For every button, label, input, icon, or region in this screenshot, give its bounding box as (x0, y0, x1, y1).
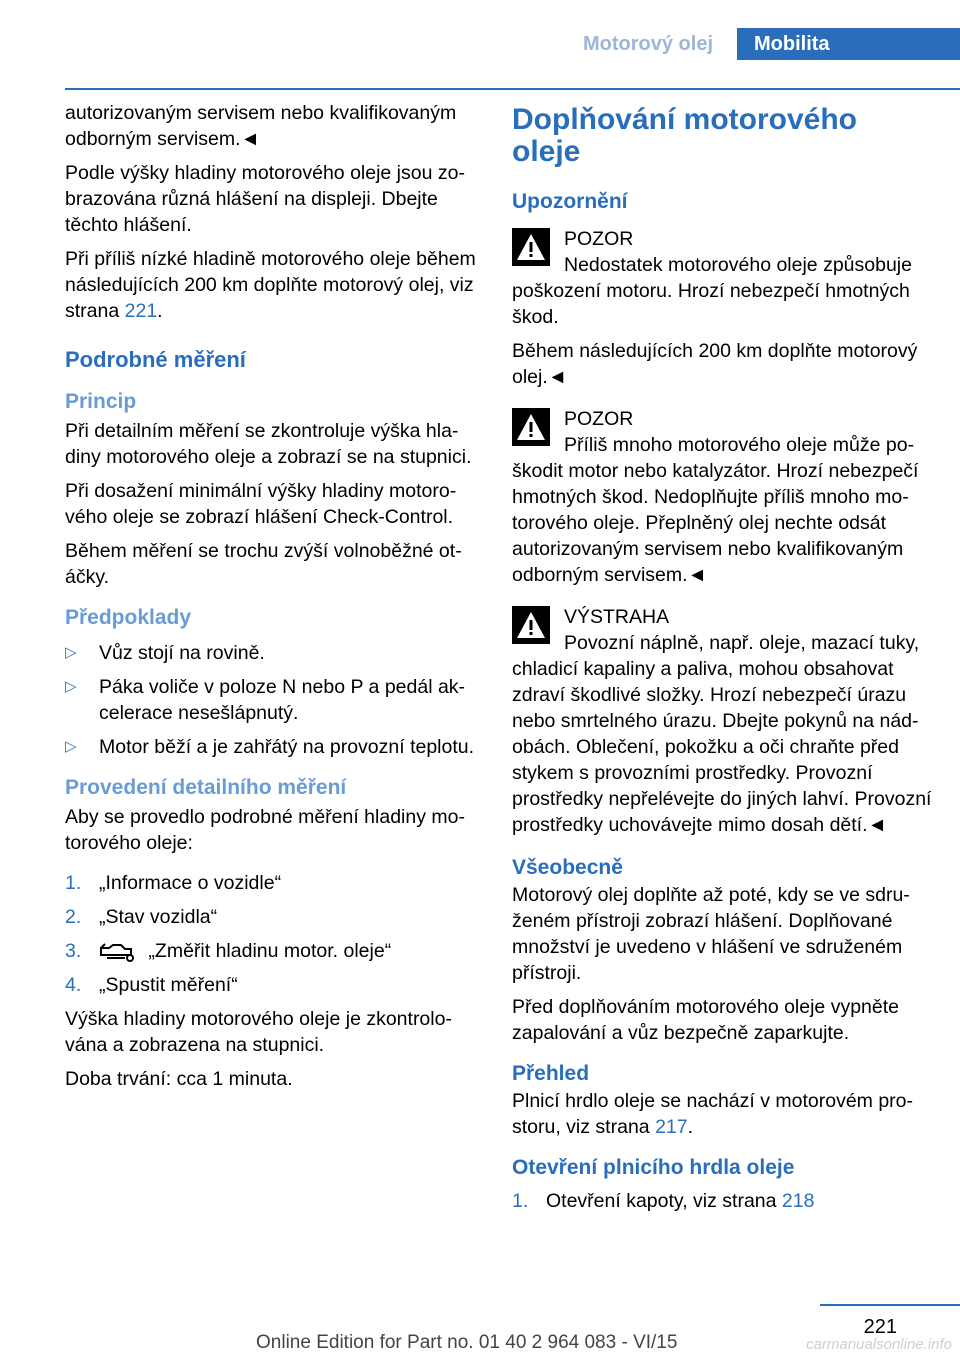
footer-divider (820, 1304, 960, 1306)
warning-block (512, 406, 932, 588)
paragraph: Motorový olej doplňte až poté, kdy se ve sdruženém přístroji zobrazí hlášení. Doplňované množství je uvedeno v hlášení ve sdruženém přístroji. (512, 884, 910, 984)
paragraph: Při příliš nízké hladině motorového oleje během následujících 200 km doplňte motorový olej, viz strana 221. (65, 248, 476, 322)
subheading: Princip (65, 390, 137, 413)
warning-triangle-icon (512, 408, 550, 446)
list-item: ▷ Vůz stojí na rovině. (65, 642, 265, 664)
header-tabs (0, 28, 960, 62)
steps-list (512, 1188, 932, 1214)
paragraph: Podle výšky hladiny motorového oleje jsou zobrazována různá hlášení na displeji. Dbejte těchto hlášení. (65, 162, 465, 236)
page-number: 221 (863, 1316, 897, 1338)
warning-text: Příliš mnoho motorového oleje může poškodit motor nebo katalyzátor. Hrozí nebezpečí hmotných škod. Nedoplňujte příliš mnoho motorového oleje. Přeplněný olej nechte odsát autorizovaným servisem nebo kvalifikovaným odborným servisem.◄ (512, 434, 919, 586)
prerequisite-list (65, 640, 480, 760)
paragraph: Výška hladiny motorového oleje je zkontrolována a zobrazena na stupnici. (65, 1008, 452, 1056)
paragraph: Během měření se trochu zvýší volnoběžné otáčky. (65, 540, 462, 588)
tab-section[interactable]: Motorový olej (583, 33, 714, 55)
watermark: carmanualsonline.info (806, 1336, 952, 1353)
subheading: Přehled (512, 1062, 590, 1085)
tab-chapter[interactable]: Mobilita (737, 28, 960, 60)
list-item: 3. „Změřit hladinu motor. oleje“ (65, 940, 392, 962)
subheading: Upozornění (512, 190, 628, 213)
paragraph: Doba trvání: cca 1 minuta. (65, 1068, 293, 1090)
list-item: ▷ Páka voliče v poloze N nebo P a pedál akcelerace nesešlápnutý. (65, 676, 466, 724)
list-item: ▷ Motor běží a je zahřátý na provozní teplotu. (65, 736, 475, 758)
left-column (65, 100, 480, 1100)
warning-block (512, 226, 932, 390)
warning-text: Během následujících 200 km doplňte motorový olej.◄ (512, 340, 918, 388)
subheading: Provedení detailního měření (65, 776, 347, 799)
list-item: 2. „Stav vozidla“ (65, 906, 218, 928)
vehicle-oil-icon (99, 942, 137, 962)
paragraph: Aby se provedlo podrobné měření hladiny motorového oleje: (65, 806, 465, 854)
page-link[interactable]: 221 (124, 300, 158, 322)
warning-block (512, 604, 932, 838)
header-divider (65, 88, 960, 90)
list-item: 1. „Informace o vozidle“ (65, 872, 282, 894)
edition-label: Online Edition for Part no. 01 40 2 964 083 - VI/15 (256, 1332, 678, 1353)
warning-title: POZOR (564, 408, 634, 430)
paragraph: Před doplňováním motorového oleje vypněte zapalování a vůz bezpečně zaparkujte. (512, 996, 899, 1044)
triangle-bullet-icon: ▷ (65, 644, 77, 661)
warning-text: Nedostatek motorového oleje způsobuje poškození motoru. Hrozí nebezpečí hmotných škod. (512, 254, 912, 328)
page-link[interactable]: 217 (655, 1116, 688, 1138)
paragraph: autorizovaným servisem nebo kvalifikovaným odborným servisem.◄ (65, 102, 457, 150)
steps-list (65, 870, 480, 998)
page-link[interactable]: 218 (781, 1190, 815, 1212)
warning-triangle-icon (512, 228, 550, 266)
warning-title: POZOR (564, 228, 634, 250)
triangle-bullet-icon: ▷ (65, 738, 77, 755)
triangle-bullet-icon: ▷ (65, 678, 77, 695)
paragraph: Plnicí hrdlo oleje se nachází v motorovém prostoru, viz strana 217. (512, 1090, 914, 1138)
warning-title: VÝSTRAHA (564, 606, 670, 628)
list-item: 4. „Spustit měření“ (65, 974, 238, 996)
right-column (512, 100, 932, 1222)
section-heading: Podrobné měření (65, 347, 246, 372)
subheading: Všeobecně (512, 856, 623, 879)
subheading: Předpoklady (65, 606, 192, 629)
chapter-heading: Doplňování motorového oleje (512, 103, 857, 168)
warning-text: Povozní náplně, např. oleje, mazací tuky, chladicí kapaliny a paliva, mohou obsahovat zdraví škodlivé složky. Hrozí nebezpečí úrazu nebo smrtelného úrazu. Dbejte pokynů na nádobách. Oblečení, pokožku a oči chraňte před stykem s provozními prostředky. Provozní prostředky nepřelévejte do jiných lahví. Provozní prostředky uchovávejte mimo dosah dětí.◄ (512, 632, 932, 836)
list-item: 1. Otevření kapoty, viz strana 218 (512, 1190, 815, 1212)
warning-triangle-icon (512, 606, 550, 644)
paragraph: Při dosažení minimální výšky hladiny motorového oleje se zobrazí hlášení Check-Control. (65, 480, 457, 528)
paragraph: Při detailním měření se zkontroluje výška hladiny motorového oleje a zobrazí se na stupnici. (65, 420, 472, 468)
subheading: Otevření plnicího hrdla oleje (512, 1156, 795, 1179)
